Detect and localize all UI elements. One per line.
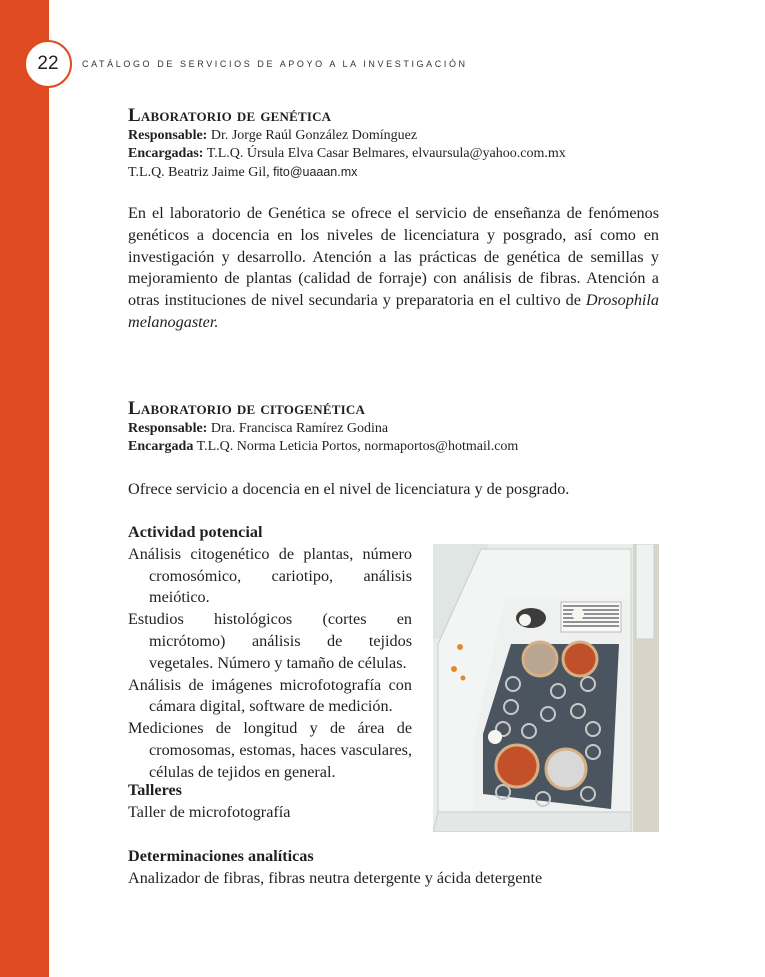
section-genetica: [128, 105, 566, 182]
citogenetica-description: [128, 479, 569, 501]
encargada2-line: [128, 163, 566, 182]
responsable-line: [128, 420, 518, 438]
genetica-description: [128, 203, 659, 334]
talleres-text: Taller de microfotografía: [128, 802, 291, 821]
accent-sidebar: [0, 0, 49, 977]
responsable-value: Dra. Francisca Ramírez Godina: [207, 421, 389, 436]
section-title: Laboratorio de citogenética: [128, 398, 366, 419]
list-item: Mediciones de longitud y de área de cromosomas, estomas, haces vasculares, células de tejidos en general.: [128, 719, 412, 781]
section-citogenetica: [128, 398, 518, 456]
list-item: Análisis de imágenes microfotografía con cámara digital, software de medición.: [128, 675, 412, 716]
list-item: Análisis citogenético de plantas, número cromosómico, cariotipo, análisis meiótico.: [128, 544, 412, 607]
encargada-line: [128, 438, 518, 456]
actividad-heading: Actividad potencial: [128, 523, 263, 541]
determinaciones-text: Analizador de fibras, fibras neutra detergente y ácida detergente: [128, 868, 543, 887]
actividad-list: [128, 544, 412, 784]
list-item: Estudios histológicos (cortes en micrótomo) análisis de tejidos vegetales. Número y tamaño de células.: [128, 610, 412, 672]
flask-1: [523, 642, 557, 676]
encargada-value: T.L.Q. Norma Leticia Portos, normaportos@hotmail.com: [193, 439, 519, 454]
incubator-photo: [433, 544, 659, 832]
determinaciones: [128, 846, 542, 890]
actividad-potencial: [128, 522, 412, 784]
flask-2: [563, 642, 597, 676]
empty-clamp: [546, 749, 586, 789]
description-text: Ofrece servicio a docencia en el nivel de licenciatura y de posgrado.: [128, 480, 570, 498]
front-rim: [433, 812, 631, 832]
encargadas-label: Encargadas:: [128, 146, 204, 161]
responsable-line: [128, 127, 566, 145]
encargadas-value: T.L.Q. Úrsula Elva Casar Belmares, elvaursula@yahoo.com.mx: [203, 146, 566, 161]
encargadas-line: [128, 145, 566, 163]
door-edge: [636, 544, 654, 639]
description-paragraph: [128, 203, 659, 334]
talleres: [128, 780, 290, 824]
encargada2-name: T.L.Q. Beatriz Jaime Gil,: [128, 165, 274, 180]
encargada-label: Encargada: [128, 439, 194, 454]
description-text: En el laboratorio de Genética se ofrece el servicio de enseñanza de fenómenos genéticos a docencia en los niveles de licenciatura y posgrado, así como en investigación y desarrollo. Atención a las prácticas de genética de semillas y mejoramiento de plantas (calidad de forraje) con análisis de fibras. Atención a otras instituciones de nivel secundaria y preparatoria en el cultivo de: [128, 204, 659, 310]
encargada2-email[interactable]: fito@uaaan.mx: [273, 165, 358, 179]
running-header: CATÁLOGO DE SERVICIOS DE APOYO A LA INVESTIGACIÓN: [82, 59, 468, 69]
talleres-heading: Talleres: [128, 781, 182, 799]
responsable-value: Dr. Jorge Raúl González Domínguez: [207, 128, 418, 143]
species-name: Drosophila melanogaster.: [128, 291, 659, 331]
page-number-badge: [24, 40, 72, 88]
flask-3: [496, 745, 538, 787]
determinaciones-heading: Determinaciones analíticas: [128, 847, 314, 865]
responsable-label: Responsable:: [128, 128, 208, 143]
section-title: Laboratorio de genética: [128, 105, 332, 126]
page-number: 22: [37, 53, 59, 74]
responsable-label: Responsable:: [128, 421, 208, 436]
